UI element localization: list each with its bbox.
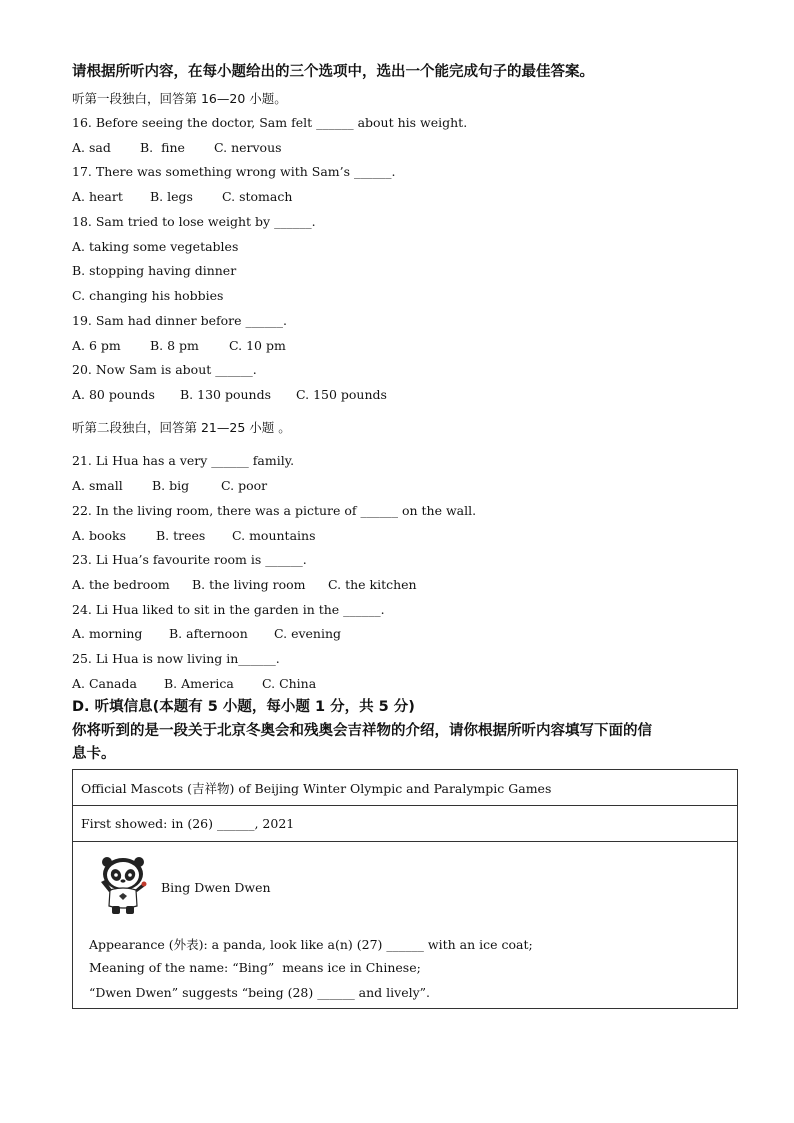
question-18-stem: 18. Sam tried to lose weight by ______. [72,214,316,229]
question-21-stem: 21. Li Hua has a very ______ family. [72,453,295,468]
option-b[interactable]: B. the living room [192,577,306,592]
option-b[interactable]: B. 130 pounds [180,387,272,402]
option-a[interactable]: A. 6 pm [72,338,121,353]
option-b[interactable]: B. trees [156,528,206,543]
option-a[interactable]: A. Canada [72,676,137,691]
option-b[interactable]: B. America [164,676,234,691]
option-c[interactable]: C. 10 pm [229,338,286,353]
option-b[interactable]: B. legs [150,189,193,204]
card-appearance: Appearance (外表): a panda, look like a(n) (27) ______ with an ice coat; [89,937,533,952]
question-18-option-c[interactable]: C. changing his hobbies [72,288,224,303]
option-b[interactable]: B. afternoon [169,626,248,641]
option-b[interactable]: B. 8 pm [150,338,199,353]
info-card [72,769,738,1009]
option-c[interactable]: C. mountains [232,528,316,543]
option-a[interactable]: A. small [72,478,123,493]
mascot-name: Bing Dwen Dwen [161,880,271,895]
option-a[interactable]: A. 80 pounds [72,387,155,402]
question-23-stem: 23. Li Hua’s favourite room is ______. [72,552,307,567]
section-d-intro-line-2: 息卡。 [72,746,116,762]
option-c[interactable]: C. stomach [222,189,293,204]
question-19-stem: 19. Sam had dinner before ______. [72,313,287,328]
panda-mascot-icon [99,856,147,916]
option-a[interactable]: A. the bedroom [72,577,170,592]
option-b[interactable]: B. fine [140,140,185,155]
card-dwen-meaning: “Dwen Dwen” suggests “being (28) ______ and lively”. [89,985,431,1000]
question-22-stem: 22. In the living room, there was a picture of ______ on the wall. [72,503,477,518]
section-d-intro-line-1: 你将听到的是一段关于北京冬奥会和残奥会吉祥物的介绍，请你根据所听内容填写下面的信 [72,723,652,739]
option-c[interactable]: C. China [262,676,317,691]
section-c-instructions: 请根据所听内容，在每小题给出的三个选项中，选出一个能完成句子的最佳答案。 [72,64,594,80]
option-c[interactable]: C. poor [221,478,268,493]
option-a[interactable]: A. sad [72,140,111,155]
question-25-stem: 25. Li Hua is now living in______. [72,651,280,666]
section-d-title: D. 听填信息(本题有 5 小题，每小题 1 分，共 5 分) [72,699,415,715]
monologue-2-label: 听第二段独白，回答第 21—25 小题 。 [72,420,291,435]
option-c[interactable]: C. evening [274,626,342,641]
question-18-option-a[interactable]: A. taking some vegetables [72,239,239,254]
question-16-stem: 16. Before seeing the doctor, Sam felt ______ about his weight. [72,115,468,130]
option-a[interactable]: A. heart [72,189,123,204]
option-c[interactable]: C. 150 pounds [296,387,387,402]
card-mascot-cell [73,842,738,1009]
option-b[interactable]: B. big [152,478,190,493]
question-18-option-b[interactable]: B. stopping having dinner [72,263,237,278]
card-first-showed: First showed: in (26) ______, 2021 [73,806,738,842]
question-24-stem: 24. Li Hua liked to sit in the garden in the ______. [72,602,385,617]
option-a[interactable]: A. morning [72,626,143,641]
option-a[interactable]: A. books [72,528,127,543]
question-20-stem: 20. Now Sam is about ______. [72,362,257,377]
option-c[interactable]: C. nervous [214,140,282,155]
monologue-1-label: 听第一段独白，回答第 16—20 小题。 [72,91,287,106]
card-meaning: Meaning of the name: “Bing” means ice in Chinese; [89,960,421,975]
option-c[interactable]: C. the kitchen [328,577,417,592]
card-title: Official Mascots (吉祥物) of Beijing Winter Olympic and Paralympic Games [73,770,738,806]
question-17-stem: 17. There was something wrong with Sam’s ______. [72,164,396,179]
